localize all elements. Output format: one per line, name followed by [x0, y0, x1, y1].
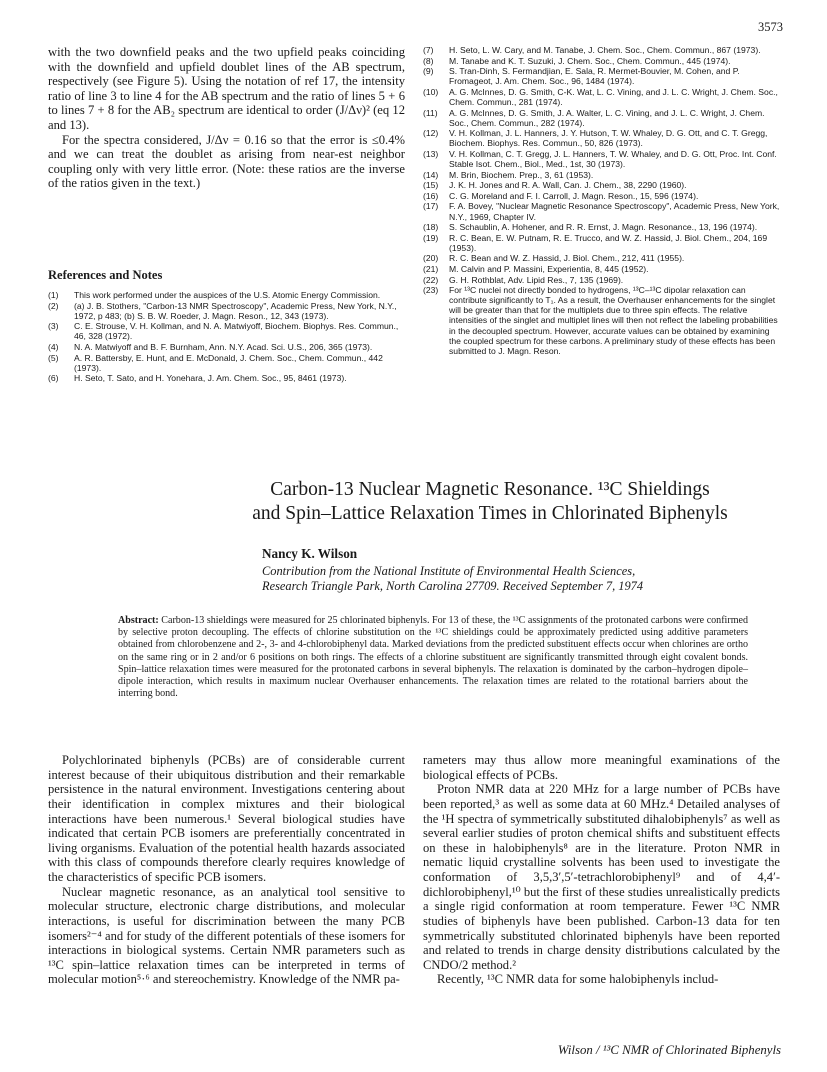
reference-item [423, 285, 780, 356]
reference-text: C. E. Strouse, V. H. Kollman, and N. A. Matwiyoff, Biochem. Biophys. Res. Commun., 46, 328 (1972). [74, 321, 399, 342]
reference-text: (a) J. B. Stothers, "Carbon-13 NMR Spectroscopy", Academic Press, New York, N.Y., 1972, p 483; (b) S. B. W. Roeder, J. Magn. Reson., 12, 343 (1973). [74, 300, 397, 321]
reference-number: (18) [423, 222, 439, 233]
reference-number: (3) [48, 321, 59, 332]
references-heading: References and Notes [48, 268, 163, 282]
reference-item [423, 87, 780, 107]
reference-item [423, 233, 780, 253]
reference-number: (22) [423, 274, 439, 285]
reference-text: M. Tanabe and K. T. Suzuki, J. Chem. Soc., Chem. Commun., 445 (1974). [449, 55, 731, 66]
reference-number: (14) [423, 169, 439, 180]
page-number: 3573 [758, 20, 783, 34]
reference-item [423, 253, 780, 263]
body-column-right [423, 753, 780, 987]
reference-number: (10) [423, 86, 439, 97]
reference-list-right [423, 45, 780, 356]
abstract-text: Carbon-13 shieldings were measured for 25 chlorinated biphenyls. For 13 of these, the ¹³C assignments of the protonated carbons were confirmed by selective proton decoupling. The effects of chlorine substitution on the ¹³C shieldings could be approximately predicted using additive parameters obtained from chlorobenzene and 2-, 3- and 4-chlorobiphenyl data. Marked deviations from the predicted substituent effects occur when chlorines are ortho on the same ring or in 2 and/or 6 positions on both rings. The effects of a chlorine substituent are significantly transmitted through eight covalent bonds. Spin–lattice relaxation times were measured for the protonated carbons in several biphenyls. The relaxation is dominated by the carbon–hydrogen dipole–dipole interaction, which results in maximum nuclear Overhauser enhancements. The relaxation times are related to the rotational barriers about the interring bond. [118, 615, 748, 700]
reference-item [423, 222, 780, 232]
article-title [200, 478, 780, 526]
reference-text: H. Seto, L. W. Cary, and M. Tanabe, J. Chem. Soc., Chem. Commun., 867 (1973). [449, 45, 761, 55]
reference-text: This work performed under the auspices of the U.S. Atomic Energy Commission. [74, 290, 381, 300]
author-name: Nancy K. Wilson [262, 546, 358, 561]
reference-item [423, 149, 780, 169]
reference-number: (1) [48, 290, 59, 300]
article-title-line: and Spin–Lattice Relaxation Times in Chlorinated Biphenyls [252, 503, 728, 524]
abstract [118, 615, 748, 700]
reference-text: A. R. Battersby, E. Hunt, and E. McDonald, J. Chem. Soc., Chem. Commun., 442 (1973). [74, 352, 383, 373]
reference-item [423, 201, 780, 221]
reference-text: M. Brin, Biochem. Prep., 3, 61 (1953). [449, 169, 594, 180]
reference-number: (5) [48, 352, 59, 363]
reference-text: G. H. Rothblat, Adv. Lipid Res., 7, 135 (1969). [449, 274, 624, 285]
body-column-left [48, 753, 405, 987]
affiliation-line: Contribution from the National Institute of Environmental Health Sciences, [262, 564, 636, 578]
reference-number: (13) [423, 148, 439, 159]
reference-item [423, 170, 780, 180]
reference-list-left [48, 290, 405, 384]
reference-number: (8) [423, 55, 434, 66]
reference-item [423, 191, 780, 201]
affiliation [262, 564, 643, 593]
reference-text: N. A. Matwiyoff and B. F. Burnham, Ann. N.Y. Acad. Sci. U.S., 206, 365 (1973). [74, 341, 373, 352]
reference-number: (12) [423, 128, 439, 139]
reference-number: (20) [423, 253, 439, 264]
reference-text: S. Tran-Dinh, S. Fermandjian, E. Sala, R. Mermet-Bouvier, M. Cohen, and P. Fromageot, J. Am. Chem. Soc., 96, 1484 (1974). [449, 66, 740, 87]
left-column-text [48, 45, 405, 191]
reference-number: (4) [48, 341, 59, 352]
reference-text: A. G. McInnes, D. G. Smith, J. A. Walter, L. C. Vining, and J. L. C. Wright, J. Chem. Soc., Chem. Commun., 282 (1974). [449, 107, 765, 128]
reference-item [423, 108, 780, 128]
reference-item [423, 66, 780, 86]
reference-number: (2) [48, 300, 59, 311]
reference-text: J. K. H. Jones and R. A. Wall, Can. J. Chem., 38, 2290 (1960). [449, 180, 687, 191]
reference-number: (11) [423, 107, 438, 118]
running-footer: Wilson / ¹³C NMR of Chlorinated Biphenyls [557, 1043, 781, 1057]
reference-text: V. H. Kollman, C. T. Gregg, J. L. Hanners, T. W. Whaley, and D. G. Ott, Proc. Int. Conf. Stable Isot. Chem., Biol., Med., 1st, 30 (1973). [449, 148, 777, 170]
reference-number: (21) [423, 263, 439, 274]
reference-number: (19) [423, 232, 439, 243]
reference-item [423, 128, 780, 148]
reference-text: C. G. Moreland and F. I. Carroll, J. Magn. Reson., 15, 596 (1974). [449, 190, 699, 201]
reference-item [48, 353, 405, 373]
reference-item [48, 290, 405, 300]
paragraph: Nuclear magnetic resonance, as an analytical tool sensitive to molecular structure, electronic charge distributions, and molecular interactions, is useful for discrimination between the many PCB isomers²⁻⁴ and for study of the different potentials of these isomers for interactions in biological systems. Certain NMR parameters such as ¹³C spin–lattice relaxation times can be interpreted in terms of molecular motion⁵·⁶ and stereochemistry. Knowledge of the NMR pa- [48, 884, 405, 987]
reference-number: (9) [423, 66, 434, 77]
article-title-line: Carbon-13 Nuclear Magnetic Resonance. ¹³C Shieldings [270, 479, 710, 500]
reference-text: R. C. Bean and W. Z. Hassid, J. Biol. Chem., 212, 411 (1955). [449, 253, 685, 264]
reference-number: (7) [423, 45, 434, 55]
reference-text: A. G. McInnes, D. G. Smith, C-K. Wat, L. C. Vining, and J. L. C. Wright, J. Chem. Soc., Chem. Commun., 281 (1974). [449, 86, 778, 107]
reference-text: H. Seto, T. Sato, and H. Yonehara, J. Am. Chem. Soc., 95, 8461 (1973). [74, 373, 347, 384]
abstract-label: Abstract: [118, 615, 159, 626]
reference-item [423, 45, 780, 55]
reference-item [423, 56, 780, 66]
paragraph: For the spectra considered, J/Δν = 0.16 so that the error is ≤0.4% and we can treat the doublet as arising from near-est neighbor coupling only with very little error. (Note: these ratios are the inverse of the ratios given in the text.) [48, 132, 405, 191]
reference-number: (6) [48, 373, 59, 384]
reference-text: For ¹³C nuclei not directly bonded to hydrogens, ¹³C–¹³C dipolar relaxation can contribute significantly to T₁. As a result, the Overhauser enhancements for the singlet will be greater than that for the multiplets due to three spin effects. The relative intensities of the singlet and multiplet lines will then not reflect the labeling probabilities in the decoupled spectrum. However, accurate values can be obtained by examining the coupled spectrum for these carbons. A preliminary study of these effects has been submitted to J. Magn. Reson. [449, 285, 778, 356]
reference-text: S. Schaublin, A. Hohener, and R. R. Ernst, J. Magn. Resonance., 13, 196 (1974). [449, 222, 758, 233]
reference-item [48, 321, 405, 341]
reference-number: (23) [423, 285, 439, 296]
paragraph: Polychlorinated biphenyls (PCBs) are of considerable current interest because of their ubiquitous distribution and their remarkable persistence in the natural environment. Investigations centering about their identification in complex mixtures and their biological interactions have been numerous.¹ Several biological studies have indicated that certain PCB isomers are preferentially concentrated in living organisms. Evaluation of the potential health hazards associated with this class of compounds therefore clearly requires knowledge of the characteristics of specific PCB isomers. [48, 753, 405, 884]
paragraph: Proton NMR data at 220 MHz for a large number of PCBs have been reported,³ as well as some data at 60 MHz.⁴ Detailed analyses of the ¹H spectra of symmetrically substituted dihalobiphenyls⁷ as well as several earlier studies of proton chemical shifts and substituent effects on these in halobiphenyls⁸ are in the literature. Proton NMR in nematic liquid crystalline solvents has been used to investigate the conformation of 3,5,3′,5′-tetrachlorobiphenyl⁹ and of 4,4′-dichlorobiphenyl,¹⁰ but the first of these studies unrealistically predicts a single rigid conformation at room temperature. Fewer ¹³C NMR studies of biphenyls have been published. Carbon-13 data for ten symmetrically substituted chlorinated biphenyls have been reported and related to trends in charge density distributions calculated by the CNDO/2 method.² [423, 782, 780, 972]
paragraph: rameters may thus allow more meaningful examinations of the biological effects of PCBs. [423, 753, 780, 782]
affiliation-line: Research Triangle Park, North Carolina 27709. Received September 7, 1974 [262, 578, 644, 593]
reference-item [423, 275, 780, 285]
reference-item [48, 342, 405, 352]
reference-item [423, 264, 780, 274]
reference-number: (17) [423, 201, 439, 212]
reference-text: F. A. Bovey, "Nuclear Magnetic Resonance Spectroscopy", Academic Press, New York, N.Y., 1969, Chapter IV. [449, 201, 780, 222]
reference-number: (15) [423, 180, 439, 191]
reference-text: M. Calvin and P. Massini, Experientia, 8, 445 (1952). [449, 263, 649, 274]
reference-number: (16) [423, 190, 439, 201]
paragraph: Recently, ¹³C NMR data for some halobiphenyls includ- [437, 972, 719, 987]
reference-text: V. H. Kollman, J. L. Hanners, J. Y. Hutson, T. W. Whaley, D. G. Ott, and C. T. Gregg, Biochem. Biophys. Res. Commun., 50, 826 (1973). [449, 128, 768, 149]
reference-item [423, 180, 780, 190]
reference-item [48, 301, 405, 321]
paragraph: with the two downfield peaks and the two upfield peaks coinciding with the downfield and upfield doublet lines of the AB spectrum, respectively (see Figure 5). Using the notation of ref 17, the intensity ratio of line 3 to line 4 for the AB spectrum and the ratio of lines 5 + 6 to lines 7 + 8 for the AB₂ spectrum are identical to order (J/Δν)² (eq 12 and 13). [48, 45, 405, 132]
reference-item [48, 373, 405, 383]
reference-text: R. C. Bean, E. W. Putnam, R. E. Trucco, and W. Z. Hassid, J. Biol. Chem., 204, 169 (1953). [449, 232, 768, 253]
